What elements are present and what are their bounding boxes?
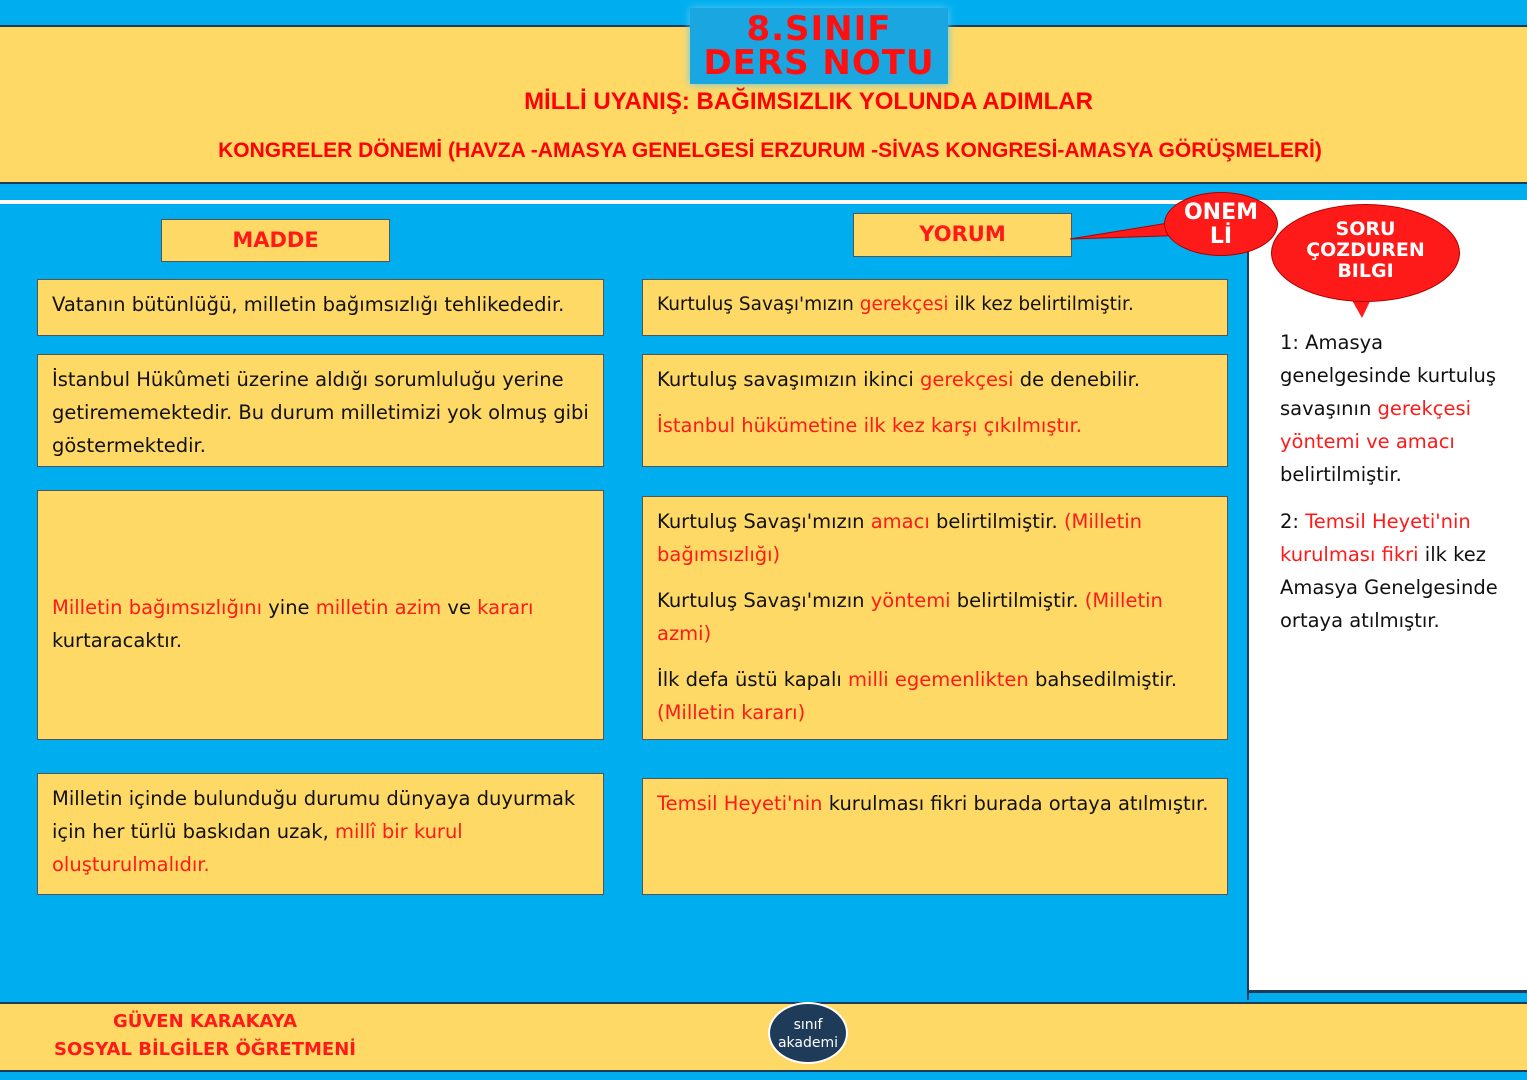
highlight-text: Temsil Heyeti'nin: [657, 792, 823, 815]
text-segment: kurtaracaktır.: [52, 629, 183, 652]
paragraph: [657, 409, 1213, 442]
text-segment: Kurtuluş Savaşı'mızın: [657, 510, 871, 533]
text-segment: Vatanın bütünlüğü, milletin bağımsızlığı tehlikededir.: [52, 293, 565, 316]
paragraph: [1280, 326, 1520, 491]
text-segment: kurulması fikri burada ortaya atılmıştır.: [822, 792, 1209, 815]
highlight-text: kararı: [477, 596, 534, 619]
text-segment: yine: [262, 596, 316, 619]
highlight-text: milletin azim: [315, 596, 442, 619]
important-text-1: ONEM: [1183, 200, 1259, 225]
highlight-text: (Milletin kararı): [657, 701, 806, 724]
paragraph: [657, 363, 1213, 396]
text-segment: belirtilmiştir.: [1280, 463, 1402, 486]
paragraph: [52, 591, 589, 657]
author-role: SOSYAL BİLGİLER ÖĞRETMENİ: [54, 1039, 356, 1060]
highlight-text: milli egemenlikten: [848, 668, 1029, 691]
page-subtitle: KONGRELER DÖNEMİ (HAVZA -AMASYA GENELGESİ ERZURUM -SİVAS KONGRESİ-AMASYA GÖRÜŞMELERİ): [218, 139, 1322, 162]
tip-text-3: BILGI: [1337, 260, 1394, 282]
author-block: [40, 1008, 370, 1064]
text-segment: belirtilmiştir.: [950, 589, 1085, 612]
logo-text-1: sınıf: [793, 1017, 823, 1033]
highlight-text: Milletin bağımsızlığını: [52, 596, 263, 619]
text-segment: İlk defa üstü kapalı: [657, 668, 849, 691]
yorum-box: [642, 496, 1228, 740]
tip-text-2: ÇOZDUREN: [1306, 239, 1425, 261]
text-segment: Kurtuluş savaşımızın ikinci: [657, 368, 920, 391]
grade-badge: [690, 8, 948, 84]
author-name: GÜVEN KARAKAYA: [112, 1011, 298, 1032]
paragraph: [657, 584, 1213, 650]
page-title: MİLLİ UYANIŞ: BAĞIMSIZLIK YOLUNDA ADIMLAR: [524, 88, 1093, 115]
logo-text-2: akademi: [777, 1035, 839, 1051]
madde-box: [37, 773, 604, 895]
paragraph: [52, 363, 589, 462]
text-segment: ilk kez belirtilmiştir.: [948, 294, 1134, 315]
tip-bubble: [1271, 204, 1460, 302]
text-segment: Kurtuluş Savaşı'mızın: [657, 589, 871, 612]
paragraph: [657, 288, 1213, 321]
important-bubble: [1164, 192, 1278, 256]
text-segment: Milletin içinde bulunduğu durumu dünyaya duyurmak için her türlü baskıdan uzak,: [52, 787, 576, 843]
sinif-akademi-logo: [768, 1002, 848, 1064]
text-segment: 2:: [1280, 510, 1306, 533]
highlight-text: İstanbul hükümetine ilk kez karşı çıkılmıştır.: [657, 414, 1082, 437]
highlight-text: (Milletin azmi): [657, 589, 1163, 645]
yorum-box: [642, 279, 1228, 336]
yorum-box: [642, 778, 1228, 895]
paragraph: [657, 663, 1213, 729]
highlight-text: (Milletin bağımsızlığı): [657, 510, 1143, 566]
highlight-text: gerekçesi: [859, 294, 949, 315]
tip-text-1: SORU: [1335, 218, 1396, 240]
highlight-text: Temsil Heyeti'nin kurulması fikri: [1280, 510, 1471, 566]
paragraph: [657, 505, 1213, 571]
text-segment: belirtilmiştir.: [929, 510, 1064, 533]
text-segment: bahsedilmiştir.: [1028, 668, 1178, 691]
yorum-box: [642, 354, 1228, 467]
text-segment: 1: Amasya genelgesinde kurtuluş savaşının: [1280, 331, 1497, 420]
text-segment: ilk kez Amasya Genelgesinde ortaya atılmıştır.: [1280, 543, 1498, 632]
madde-box: [37, 490, 604, 740]
important-text-2: Lİ: [1209, 224, 1233, 249]
text-segment: ve: [441, 596, 478, 619]
paragraph: [52, 782, 589, 881]
text-segment: de denebilir.: [1013, 368, 1141, 391]
badge-line-2: DERS NOTU: [703, 43, 935, 83]
badge-line-1: 8.SINIF: [746, 9, 892, 49]
text-segment: Kurtuluş Savaşı'mızın: [657, 294, 860, 315]
highlight-text: gerekçesi: [919, 368, 1014, 391]
side-notes: [1280, 326, 1520, 651]
highlight-text: millî bir kurul oluşturulmalıdır.: [52, 820, 463, 876]
madde-header: MADDE: [161, 219, 390, 262]
paragraph: [52, 288, 589, 321]
madde-box: [37, 354, 604, 467]
madde-box: [37, 279, 604, 336]
yorum-header: YORUM: [853, 213, 1072, 257]
highlight-text: amacı: [870, 510, 930, 533]
paragraph: [1280, 505, 1520, 637]
highlight-text: yöntemi: [870, 589, 951, 612]
text-segment: İstanbul Hükûmeti üzerine aldığı sorumluluğu yerine getirememektedir. Bu durum milletimizi yok olmuş gibi göstermektedir.: [52, 368, 589, 457]
paragraph: [657, 787, 1213, 820]
highlight-text: gerekçesi yöntemi ve amacı: [1280, 397, 1472, 453]
